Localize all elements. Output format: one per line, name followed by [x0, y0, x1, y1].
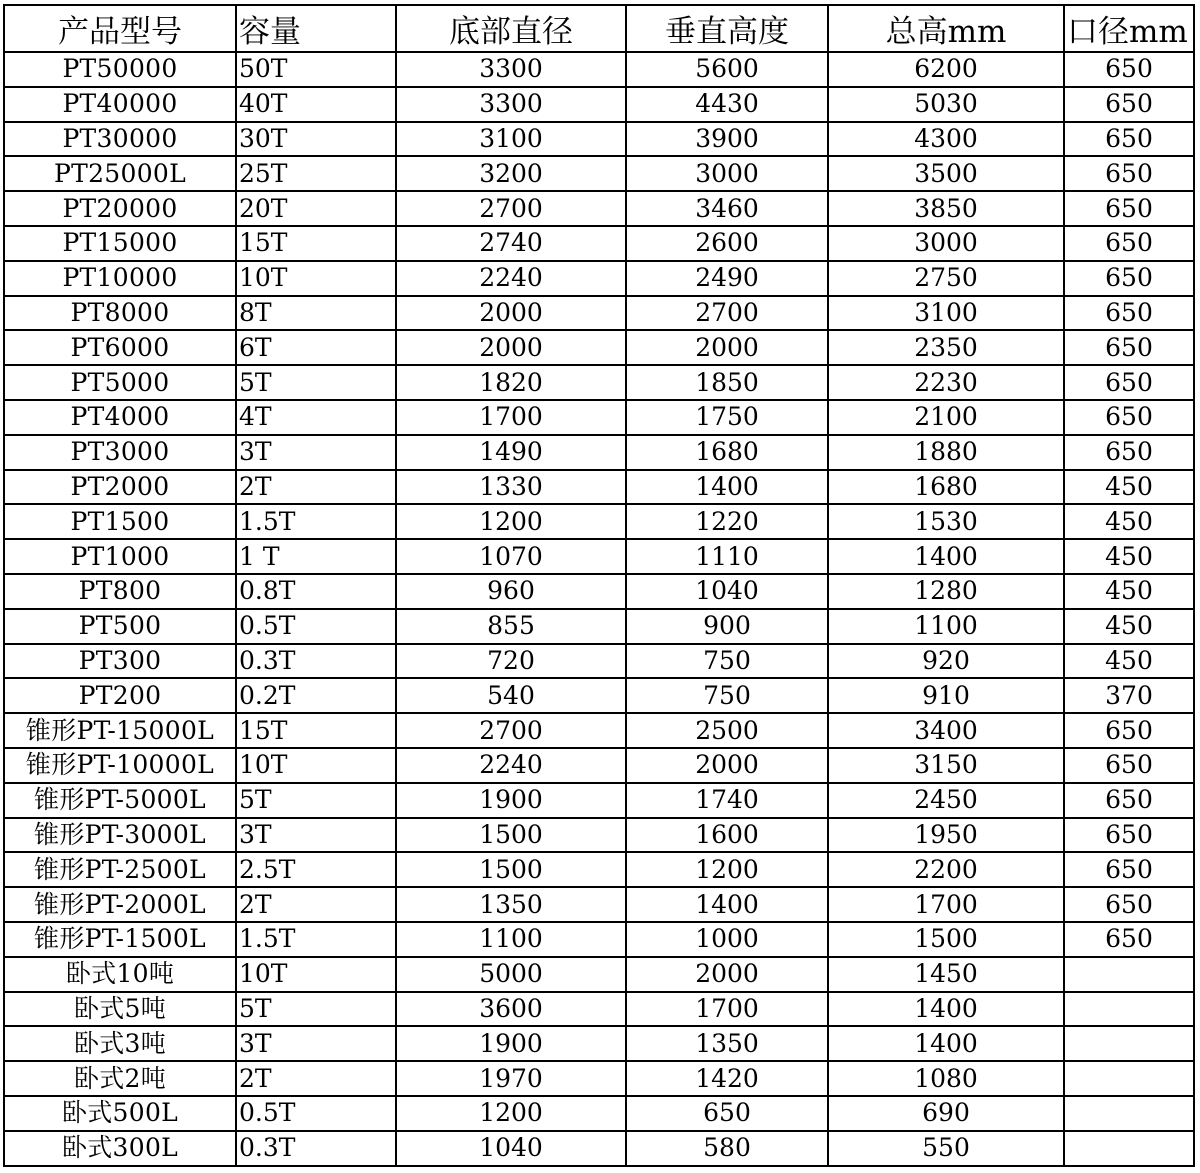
cell-total-height: 5030: [828, 87, 1064, 122]
cell-bottom-diameter: 1820: [396, 365, 626, 400]
cell-vertical-height: 750: [626, 644, 828, 679]
cell-vertical-height: 1400: [626, 470, 828, 505]
cell-vertical-height: 2500: [626, 713, 828, 748]
cell-total-height: 1450: [828, 957, 1064, 992]
cell-opening-diameter: 450: [1064, 504, 1194, 539]
cell-opening-diameter: 650: [1064, 400, 1194, 435]
cell-bottom-diameter: 1350: [396, 887, 626, 922]
cell-capacity: 5T: [236, 783, 396, 818]
cell-capacity: 4T: [236, 400, 396, 435]
cell-vertical-height: 1680: [626, 435, 828, 470]
cell-total-height: 1100: [828, 609, 1064, 644]
cell-model: 锥形PT-10000L: [4, 748, 236, 783]
cell-capacity: 0.3T: [236, 644, 396, 679]
table-row: [4, 87, 1194, 122]
table-row: [4, 1061, 1194, 1096]
cell-capacity: 0.5T: [236, 609, 396, 644]
cell-model: 卧式2吨: [4, 1061, 236, 1096]
cell-total-height: 1400: [828, 992, 1064, 1027]
header-capacity: 容量: [236, 5, 396, 52]
cell-total-height: 2230: [828, 365, 1064, 400]
cell-capacity: 8T: [236, 296, 396, 331]
cell-bottom-diameter: 1700: [396, 400, 626, 435]
table-row: [4, 609, 1194, 644]
table-row: [4, 1096, 1194, 1131]
cell-opening-diameter: 650: [1064, 852, 1194, 887]
cell-opening-diameter: 650: [1064, 887, 1194, 922]
cell-model: PT15000: [4, 226, 236, 261]
cell-model: 锥形PT-1500L: [4, 922, 236, 957]
table-row: [4, 1026, 1194, 1061]
cell-bottom-diameter: 3300: [396, 87, 626, 122]
cell-vertical-height: 1750: [626, 400, 828, 435]
cell-bottom-diameter: 1070: [396, 539, 626, 574]
table-row: [4, 52, 1194, 87]
cell-opening-diameter: [1064, 1026, 1194, 1061]
cell-total-height: 2750: [828, 261, 1064, 296]
table-row: [4, 539, 1194, 574]
cell-total-height: 1880: [828, 435, 1064, 470]
cell-total-height: 3500: [828, 156, 1064, 191]
cell-bottom-diameter: 1500: [396, 852, 626, 887]
cell-capacity: 2.5T: [236, 852, 396, 887]
cell-model: PT2000: [4, 470, 236, 505]
cell-total-height: 2200: [828, 852, 1064, 887]
cell-bottom-diameter: 2700: [396, 191, 626, 226]
cell-vertical-height: 1400: [626, 887, 828, 922]
cell-vertical-height: 1850: [626, 365, 828, 400]
cell-model: 锥形PT-2000L: [4, 887, 236, 922]
cell-opening-diameter: 650: [1064, 818, 1194, 853]
cell-vertical-height: 1220: [626, 504, 828, 539]
cell-total-height: 3100: [828, 296, 1064, 331]
cell-total-height: 1280: [828, 574, 1064, 609]
cell-total-height: 3850: [828, 191, 1064, 226]
cell-total-height: 1400: [828, 539, 1064, 574]
cell-bottom-diameter: 1500: [396, 818, 626, 853]
cell-vertical-height: 1740: [626, 783, 828, 818]
table-row: [4, 191, 1194, 226]
table-row: [4, 887, 1194, 922]
cell-opening-diameter: [1064, 1061, 1194, 1096]
cell-total-height: 1080: [828, 1061, 1064, 1096]
cell-total-height: 690: [828, 1096, 1064, 1131]
cell-bottom-diameter: 3300: [396, 52, 626, 87]
cell-capacity: 15T: [236, 226, 396, 261]
cell-opening-diameter: 450: [1064, 644, 1194, 679]
cell-bottom-diameter: 1900: [396, 783, 626, 818]
cell-opening-diameter: [1064, 957, 1194, 992]
cell-opening-diameter: 650: [1064, 261, 1194, 296]
table-row: [4, 818, 1194, 853]
cell-capacity: 25T: [236, 156, 396, 191]
header-opening-diameter: 口径mm: [1064, 5, 1194, 52]
cell-model: PT25000L: [4, 156, 236, 191]
cell-bottom-diameter: 1900: [396, 1026, 626, 1061]
cell-model: 卧式300L: [4, 1131, 236, 1166]
cell-model: PT3000: [4, 435, 236, 470]
cell-vertical-height: 1420: [626, 1061, 828, 1096]
cell-opening-diameter: 650: [1064, 748, 1194, 783]
header-model: 产品型号: [4, 5, 236, 52]
cell-opening-diameter: 650: [1064, 330, 1194, 365]
cell-bottom-diameter: 1040: [396, 1131, 626, 1166]
cell-vertical-height: 1040: [626, 574, 828, 609]
cell-vertical-height: 650: [626, 1096, 828, 1131]
cell-bottom-diameter: 3600: [396, 992, 626, 1027]
cell-opening-diameter: 650: [1064, 365, 1194, 400]
cell-opening-diameter: 650: [1064, 87, 1194, 122]
cell-bottom-diameter: 1200: [396, 1096, 626, 1131]
table-row: [4, 678, 1194, 713]
cell-bottom-diameter: 855: [396, 609, 626, 644]
cell-opening-diameter: 650: [1064, 156, 1194, 191]
cell-capacity: 3T: [236, 1026, 396, 1061]
table-row: [4, 400, 1194, 435]
cell-capacity: 5T: [236, 992, 396, 1027]
cell-total-height: 1950: [828, 818, 1064, 853]
cell-capacity: 0.5T: [236, 1096, 396, 1131]
cell-capacity: 2T: [236, 470, 396, 505]
cell-opening-diameter: 650: [1064, 922, 1194, 957]
cell-vertical-height: 1110: [626, 539, 828, 574]
cell-opening-diameter: 650: [1064, 783, 1194, 818]
table-row: [4, 992, 1194, 1027]
table-row: [4, 783, 1194, 818]
cell-vertical-height: 2000: [626, 957, 828, 992]
cell-capacity: 3T: [236, 435, 396, 470]
cell-opening-diameter: 450: [1064, 609, 1194, 644]
cell-bottom-diameter: 1490: [396, 435, 626, 470]
cell-model: 锥形PT-15000L: [4, 713, 236, 748]
cell-opening-diameter: 650: [1064, 226, 1194, 261]
table-row: [4, 504, 1194, 539]
cell-opening-diameter: [1064, 992, 1194, 1027]
cell-capacity: 10T: [236, 957, 396, 992]
cell-bottom-diameter: 3100: [396, 122, 626, 157]
cell-capacity: 0.2T: [236, 678, 396, 713]
cell-capacity: 3T: [236, 818, 396, 853]
cell-total-height: 920: [828, 644, 1064, 679]
cell-model: PT40000: [4, 87, 236, 122]
cell-model: PT4000: [4, 400, 236, 435]
cell-total-height: 1400: [828, 1026, 1064, 1061]
spec-sheet: [3, 4, 1193, 1165]
cell-bottom-diameter: 2240: [396, 748, 626, 783]
cell-opening-diameter: 650: [1064, 296, 1194, 331]
cell-bottom-diameter: 2700: [396, 713, 626, 748]
cell-model: 锥形PT-5000L: [4, 783, 236, 818]
table-row: [4, 748, 1194, 783]
cell-bottom-diameter: 2000: [396, 296, 626, 331]
cell-capacity: 2T: [236, 887, 396, 922]
cell-capacity: 1 T: [236, 539, 396, 574]
cell-model: 卧式3吨: [4, 1026, 236, 1061]
header-row: [4, 5, 1194, 52]
cell-model: 卧式10吨: [4, 957, 236, 992]
cell-bottom-diameter: 1200: [396, 504, 626, 539]
cell-bottom-diameter: 960: [396, 574, 626, 609]
cell-total-height: 2100: [828, 400, 1064, 435]
cell-opening-diameter: [1064, 1131, 1194, 1166]
cell-capacity: 1.5T: [236, 504, 396, 539]
cell-model: 锥形PT-2500L: [4, 852, 236, 887]
cell-capacity: 0.8T: [236, 574, 396, 609]
cell-total-height: 3150: [828, 748, 1064, 783]
cell-total-height: 1530: [828, 504, 1064, 539]
cell-total-height: 6200: [828, 52, 1064, 87]
cell-bottom-diameter: 540: [396, 678, 626, 713]
cell-model: PT6000: [4, 330, 236, 365]
table-row: [4, 122, 1194, 157]
table-row: [4, 435, 1194, 470]
cell-capacity: 2T: [236, 1061, 396, 1096]
cell-model: PT800: [4, 574, 236, 609]
cell-total-height: 4300: [828, 122, 1064, 157]
cell-model: PT30000: [4, 122, 236, 157]
cell-total-height: 550: [828, 1131, 1064, 1166]
cell-model: PT5000: [4, 365, 236, 400]
cell-capacity: 15T: [236, 713, 396, 748]
table-row: [4, 644, 1194, 679]
cell-model: 卧式5吨: [4, 992, 236, 1027]
cell-opening-diameter: 370: [1064, 678, 1194, 713]
cell-opening-diameter: 650: [1064, 435, 1194, 470]
cell-opening-diameter: 650: [1064, 52, 1194, 87]
cell-model: PT50000: [4, 52, 236, 87]
table-row: [4, 296, 1194, 331]
table-row: [4, 957, 1194, 992]
table-row: [4, 470, 1194, 505]
cell-total-height: 910: [828, 678, 1064, 713]
cell-capacity: 0.3T: [236, 1131, 396, 1166]
table-header: [4, 5, 1194, 52]
cell-vertical-height: 5600: [626, 52, 828, 87]
cell-vertical-height: 900: [626, 609, 828, 644]
table-row: [4, 574, 1194, 609]
cell-bottom-diameter: 2240: [396, 261, 626, 296]
cell-vertical-height: 2000: [626, 748, 828, 783]
cell-capacity: 5T: [236, 365, 396, 400]
cell-opening-diameter: 450: [1064, 539, 1194, 574]
cell-model: PT1000: [4, 539, 236, 574]
cell-total-height: 3400: [828, 713, 1064, 748]
cell-bottom-diameter: 5000: [396, 957, 626, 992]
cell-capacity: 50T: [236, 52, 396, 87]
cell-opening-diameter: [1064, 1096, 1194, 1131]
cell-vertical-height: 2700: [626, 296, 828, 331]
cell-model: PT1500: [4, 504, 236, 539]
table-row: [4, 156, 1194, 191]
cell-vertical-height: 1350: [626, 1026, 828, 1061]
cell-model: PT8000: [4, 296, 236, 331]
table-row: [4, 261, 1194, 296]
cell-opening-diameter: 450: [1064, 470, 1194, 505]
cell-bottom-diameter: 1330: [396, 470, 626, 505]
cell-capacity: 6T: [236, 330, 396, 365]
cell-vertical-height: 2600: [626, 226, 828, 261]
cell-total-height: 2450: [828, 783, 1064, 818]
cell-total-height: 2350: [828, 330, 1064, 365]
table-row: [4, 1131, 1194, 1166]
product-spec-table: [3, 4, 1195, 1167]
cell-capacity: 10T: [236, 748, 396, 783]
table-row: [4, 852, 1194, 887]
cell-vertical-height: 1700: [626, 992, 828, 1027]
cell-model: 卧式500L: [4, 1096, 236, 1131]
cell-model: PT300: [4, 644, 236, 679]
cell-vertical-height: 3460: [626, 191, 828, 226]
cell-vertical-height: 1000: [626, 922, 828, 957]
cell-capacity: 40T: [236, 87, 396, 122]
cell-bottom-diameter: 3200: [396, 156, 626, 191]
cell-opening-diameter: 650: [1064, 713, 1194, 748]
cell-bottom-diameter: 2740: [396, 226, 626, 261]
cell-total-height: 3000: [828, 226, 1064, 261]
cell-opening-diameter: 650: [1064, 191, 1194, 226]
cell-total-height: 1680: [828, 470, 1064, 505]
cell-vertical-height: 3900: [626, 122, 828, 157]
table-row: [4, 365, 1194, 400]
cell-capacity: 1.5T: [236, 922, 396, 957]
table-row: [4, 922, 1194, 957]
cell-model: PT20000: [4, 191, 236, 226]
header-bottom-diameter: 底部直径: [396, 5, 626, 52]
table-row: [4, 226, 1194, 261]
cell-capacity: 20T: [236, 191, 396, 226]
cell-bottom-diameter: 2000: [396, 330, 626, 365]
cell-vertical-height: 750: [626, 678, 828, 713]
cell-model: 锥形PT-3000L: [4, 818, 236, 853]
cell-total-height: 1500: [828, 922, 1064, 957]
cell-bottom-diameter: 720: [396, 644, 626, 679]
cell-bottom-diameter: 1970: [396, 1061, 626, 1096]
cell-capacity: 30T: [236, 122, 396, 157]
cell-vertical-height: 4430: [626, 87, 828, 122]
cell-vertical-height: 1600: [626, 818, 828, 853]
cell-model: PT10000: [4, 261, 236, 296]
cell-opening-diameter: 650: [1064, 122, 1194, 157]
cell-total-height: 1700: [828, 887, 1064, 922]
cell-vertical-height: 580: [626, 1131, 828, 1166]
table-row: [4, 330, 1194, 365]
table-row: [4, 713, 1194, 748]
cell-opening-diameter: 450: [1064, 574, 1194, 609]
cell-vertical-height: 2000: [626, 330, 828, 365]
cell-vertical-height: 1200: [626, 852, 828, 887]
header-total-height: 总高mm: [828, 5, 1064, 52]
cell-model: PT200: [4, 678, 236, 713]
cell-bottom-diameter: 1100: [396, 922, 626, 957]
cell-model: PT500: [4, 609, 236, 644]
header-vertical-height: 垂直高度: [626, 5, 828, 52]
cell-vertical-height: 3000: [626, 156, 828, 191]
table-body: [4, 52, 1194, 1166]
cell-vertical-height: 2490: [626, 261, 828, 296]
cell-capacity: 10T: [236, 261, 396, 296]
